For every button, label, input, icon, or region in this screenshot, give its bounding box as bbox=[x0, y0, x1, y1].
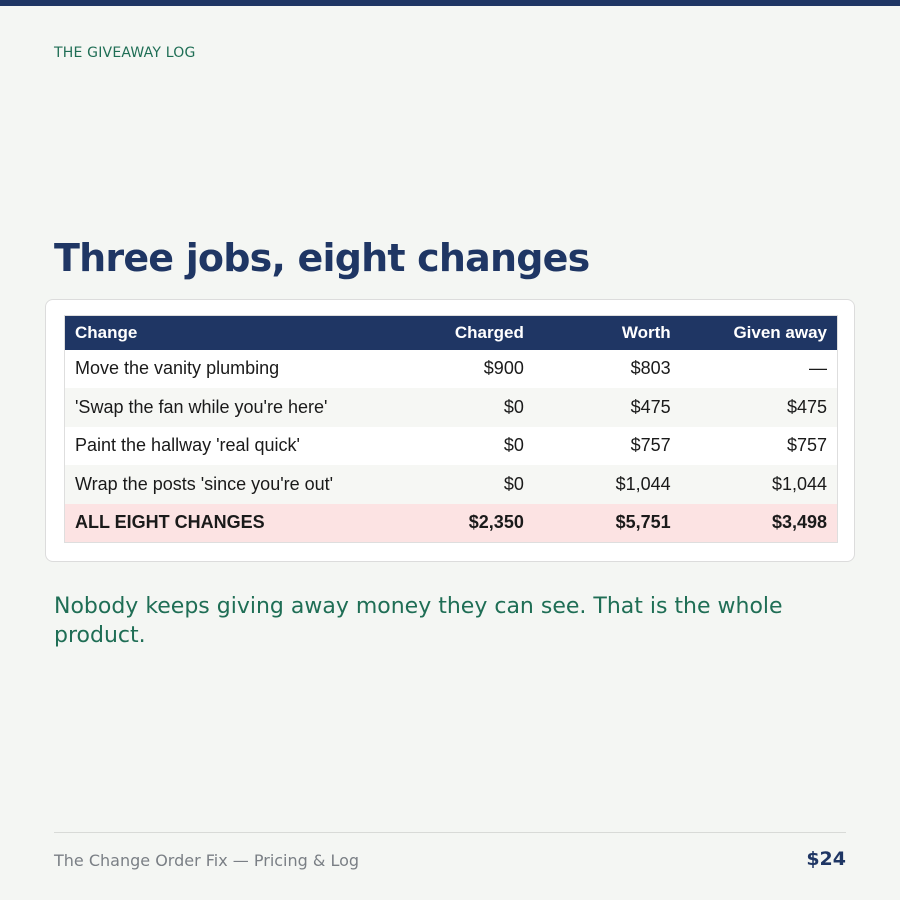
header-change: Change bbox=[75, 322, 138, 342]
table-header-row bbox=[65, 316, 838, 350]
table-row bbox=[65, 427, 838, 466]
table-row bbox=[65, 388, 838, 427]
giveaway-table bbox=[64, 315, 838, 543]
cell-charged: $900 bbox=[483, 358, 524, 379]
total-row bbox=[65, 504, 838, 543]
table-row bbox=[65, 350, 838, 389]
cell-worth: $757 bbox=[630, 435, 671, 456]
page-title: Three jobs, eight changes bbox=[54, 236, 590, 280]
total-worth: $5,751 bbox=[615, 512, 671, 533]
cell-given-away: $757 bbox=[786, 435, 827, 456]
cell-change: Wrap the posts 'since you're out' bbox=[75, 474, 334, 495]
total-label: ALL EIGHT CHANGES bbox=[75, 512, 265, 533]
top-accent-bar bbox=[0, 0, 900, 6]
header-worth: Worth bbox=[621, 322, 671, 342]
cell-worth: $1,044 bbox=[615, 474, 671, 495]
cell-change: Move the vanity plumbing bbox=[75, 358, 280, 379]
header-charged: Charged bbox=[454, 322, 524, 342]
cell-charged: $0 bbox=[503, 396, 524, 417]
total-charged: $2,350 bbox=[468, 512, 524, 533]
footer-product-name: The Change Order Fix — Pricing & Log bbox=[54, 851, 360, 870]
table-row bbox=[65, 465, 838, 504]
cell-charged: $0 bbox=[503, 474, 524, 495]
cell-charged: $0 bbox=[503, 435, 524, 456]
cell-given-away: $475 bbox=[786, 396, 827, 417]
cell-worth: $803 bbox=[630, 358, 671, 379]
section-eyebrow: THE GIVEAWAY LOG bbox=[54, 45, 196, 61]
tagline: Nobody keeps giving away money they can see. That is the whole product. bbox=[54, 594, 783, 648]
total-given-away: $3,498 bbox=[771, 512, 827, 533]
cell-change: Paint the hallway 'real quick' bbox=[75, 435, 300, 456]
cell-change: 'Swap the fan while you're here' bbox=[75, 396, 328, 417]
cell-given-away: $1,044 bbox=[771, 474, 827, 495]
footer-price: $24 bbox=[806, 848, 846, 870]
cell-worth: $475 bbox=[630, 396, 671, 417]
footer-divider bbox=[54, 832, 846, 833]
table-card bbox=[45, 299, 855, 562]
header-given-away: Given away bbox=[733, 322, 827, 342]
cell-given-away: — bbox=[809, 358, 827, 379]
